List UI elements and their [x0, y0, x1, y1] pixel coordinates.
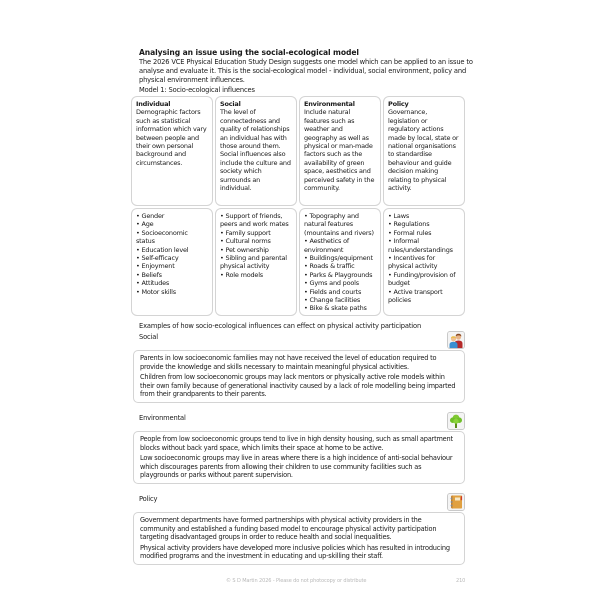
column-title: Policy [388, 100, 409, 108]
individual-description-box [131, 96, 213, 206]
intro-paragraph: The 2026 VCE Physical Education Study Design suggests one model which can be applied to an issue to analyse and evaluate it. This is the social-ecological model - individual, social environment, policy and physical environment influences. [139, 58, 473, 84]
example-paragraph: Children from low socioeconomic groups may lack mentors or physically active role models within their own family because of generational inactivity caused by a lack of role modelling being imparted from their grandparents to their parents. [140, 373, 456, 398]
list-item: • Formal rules [388, 228, 432, 237]
list-item: • Family support [220, 228, 271, 237]
section-heading: Analysing an issue using the social-ecological model [139, 48, 359, 57]
list-item: • Regulations [388, 220, 430, 229]
list-item: • Bike & skate paths [304, 304, 367, 313]
environmental-example-box [133, 431, 465, 484]
factor-list [136, 212, 208, 296]
list-item: • Funding/provision of budget [388, 270, 456, 288]
list-item: • Topography and natural features (mountains and rivers) [304, 212, 374, 237]
list-item: • Roads & traffic [304, 262, 355, 271]
page-number: 210 [456, 578, 466, 584]
list-item: • Age [136, 220, 154, 229]
list-item: • Beliefs [136, 270, 162, 279]
column-title: Individual [136, 100, 171, 108]
factor-list [388, 212, 460, 304]
list-item: • Motor skills [136, 287, 176, 296]
copyright-notice: © S D Martin 2026 - Please do not photocopy or distribute [226, 578, 367, 584]
examples-caption: Examples of how socio-ecological influences can effect on physical activity participation [139, 322, 422, 330]
policy-factors-box [383, 208, 465, 316]
list-item: • Buildings/equipment [304, 254, 373, 263]
policy-example-box [133, 512, 465, 565]
list-item: • Aesthetics of environment [304, 237, 349, 254]
list-item: • Support of friends, peers and work mates [220, 212, 289, 229]
list-item: • Cultural norms [220, 237, 271, 246]
factor-list [220, 212, 292, 279]
column-description: Governance, legislation or regulatory actions made by local, state or national organisations to standardise behaviour and guide decision making relating to physical activity. [388, 108, 459, 193]
environmental-description-box [299, 96, 381, 206]
column-title: Social [220, 100, 241, 108]
list-item: • Self-efficacy [136, 254, 179, 263]
list-item: • Incentives for physical activity [388, 254, 438, 271]
list-item: • Role models [220, 270, 263, 279]
list-item: • Education level [136, 245, 189, 254]
environmental-factors-box [299, 208, 381, 316]
list-item: • Informal rules/understandings [388, 237, 453, 254]
social-description-box [215, 96, 297, 206]
list-item: • Laws [388, 212, 410, 220]
tree-icon [447, 412, 465, 430]
column-description: Include natural features such as weather and geography as well as physical or man-made factors such as the availability of green space, aesthetics and perceived safety in the community. [304, 108, 375, 193]
policy-description-box [383, 96, 465, 206]
list-item: • Sibling and parental physical activity [220, 254, 287, 271]
example-paragraph: Low socioeconomic groups may live in areas where there is a high incidence of anti-social behaviour which discourages parents from allowing their children to use community facilities such as playgrounds or parks without parent supervision. [140, 454, 453, 479]
social-example-box [133, 350, 465, 403]
list-item: • Gender [136, 212, 165, 220]
environmental-section-label: Environmental [139, 414, 186, 422]
column-title: Environmental [304, 100, 355, 108]
column-description: The level of connectedness and quality of relationships an individual has with those around them. Social influences also include the culture and society which surrounds an individual. [220, 108, 291, 193]
list-item: • Pet ownership [220, 245, 269, 254]
list-item: • Enjoyment [136, 262, 175, 271]
example-paragraph: Government departments have formed partnerships with physical activity providers in the community and established a funding based model to encourage physical activity participation targeting disadvantaged groups in order to reduce health and social inequalities. [140, 516, 437, 541]
people-icon [447, 331, 465, 349]
list-item: • Fields and courts [304, 287, 362, 296]
model-caption: Model 1: Socio-ecological influences [139, 86, 255, 94]
example-paragraph: Physical activity providers have developed more inclusive policies which has resulted in introducing modified programs and the investment in educating and up-skilling their staff. [140, 543, 450, 560]
example-paragraph: People from low socioeconomic groups tend to live in high density housing, such as small apartment blocks without back yard space, which limits their space at home to be active. [140, 435, 453, 452]
example-paragraph: Parents in low socioeconomic families may not have received the level of education required to provide the knowledge and skills necessary to maintain meaningful physical activities. [140, 354, 437, 371]
list-item: • Attitudes [136, 279, 170, 288]
column-description: Demographic factors such as statistical information which vary between people and their own personal background and circumstances. [136, 108, 207, 167]
policy-section-label: Policy [139, 495, 158, 503]
individual-factors-box [131, 208, 213, 316]
list-item: • Gyms and pools [304, 279, 359, 288]
list-item: • Parks & Playgrounds [304, 270, 373, 279]
list-item: • Active transport policies [388, 287, 443, 305]
factor-list [304, 212, 376, 313]
social-section-label: Social [139, 333, 158, 341]
social-factors-box [215, 208, 297, 316]
list-item: • Change facilities [304, 296, 361, 305]
notebook-icon [447, 493, 465, 511]
list-item: • Socioeconomic status [136, 228, 188, 246]
